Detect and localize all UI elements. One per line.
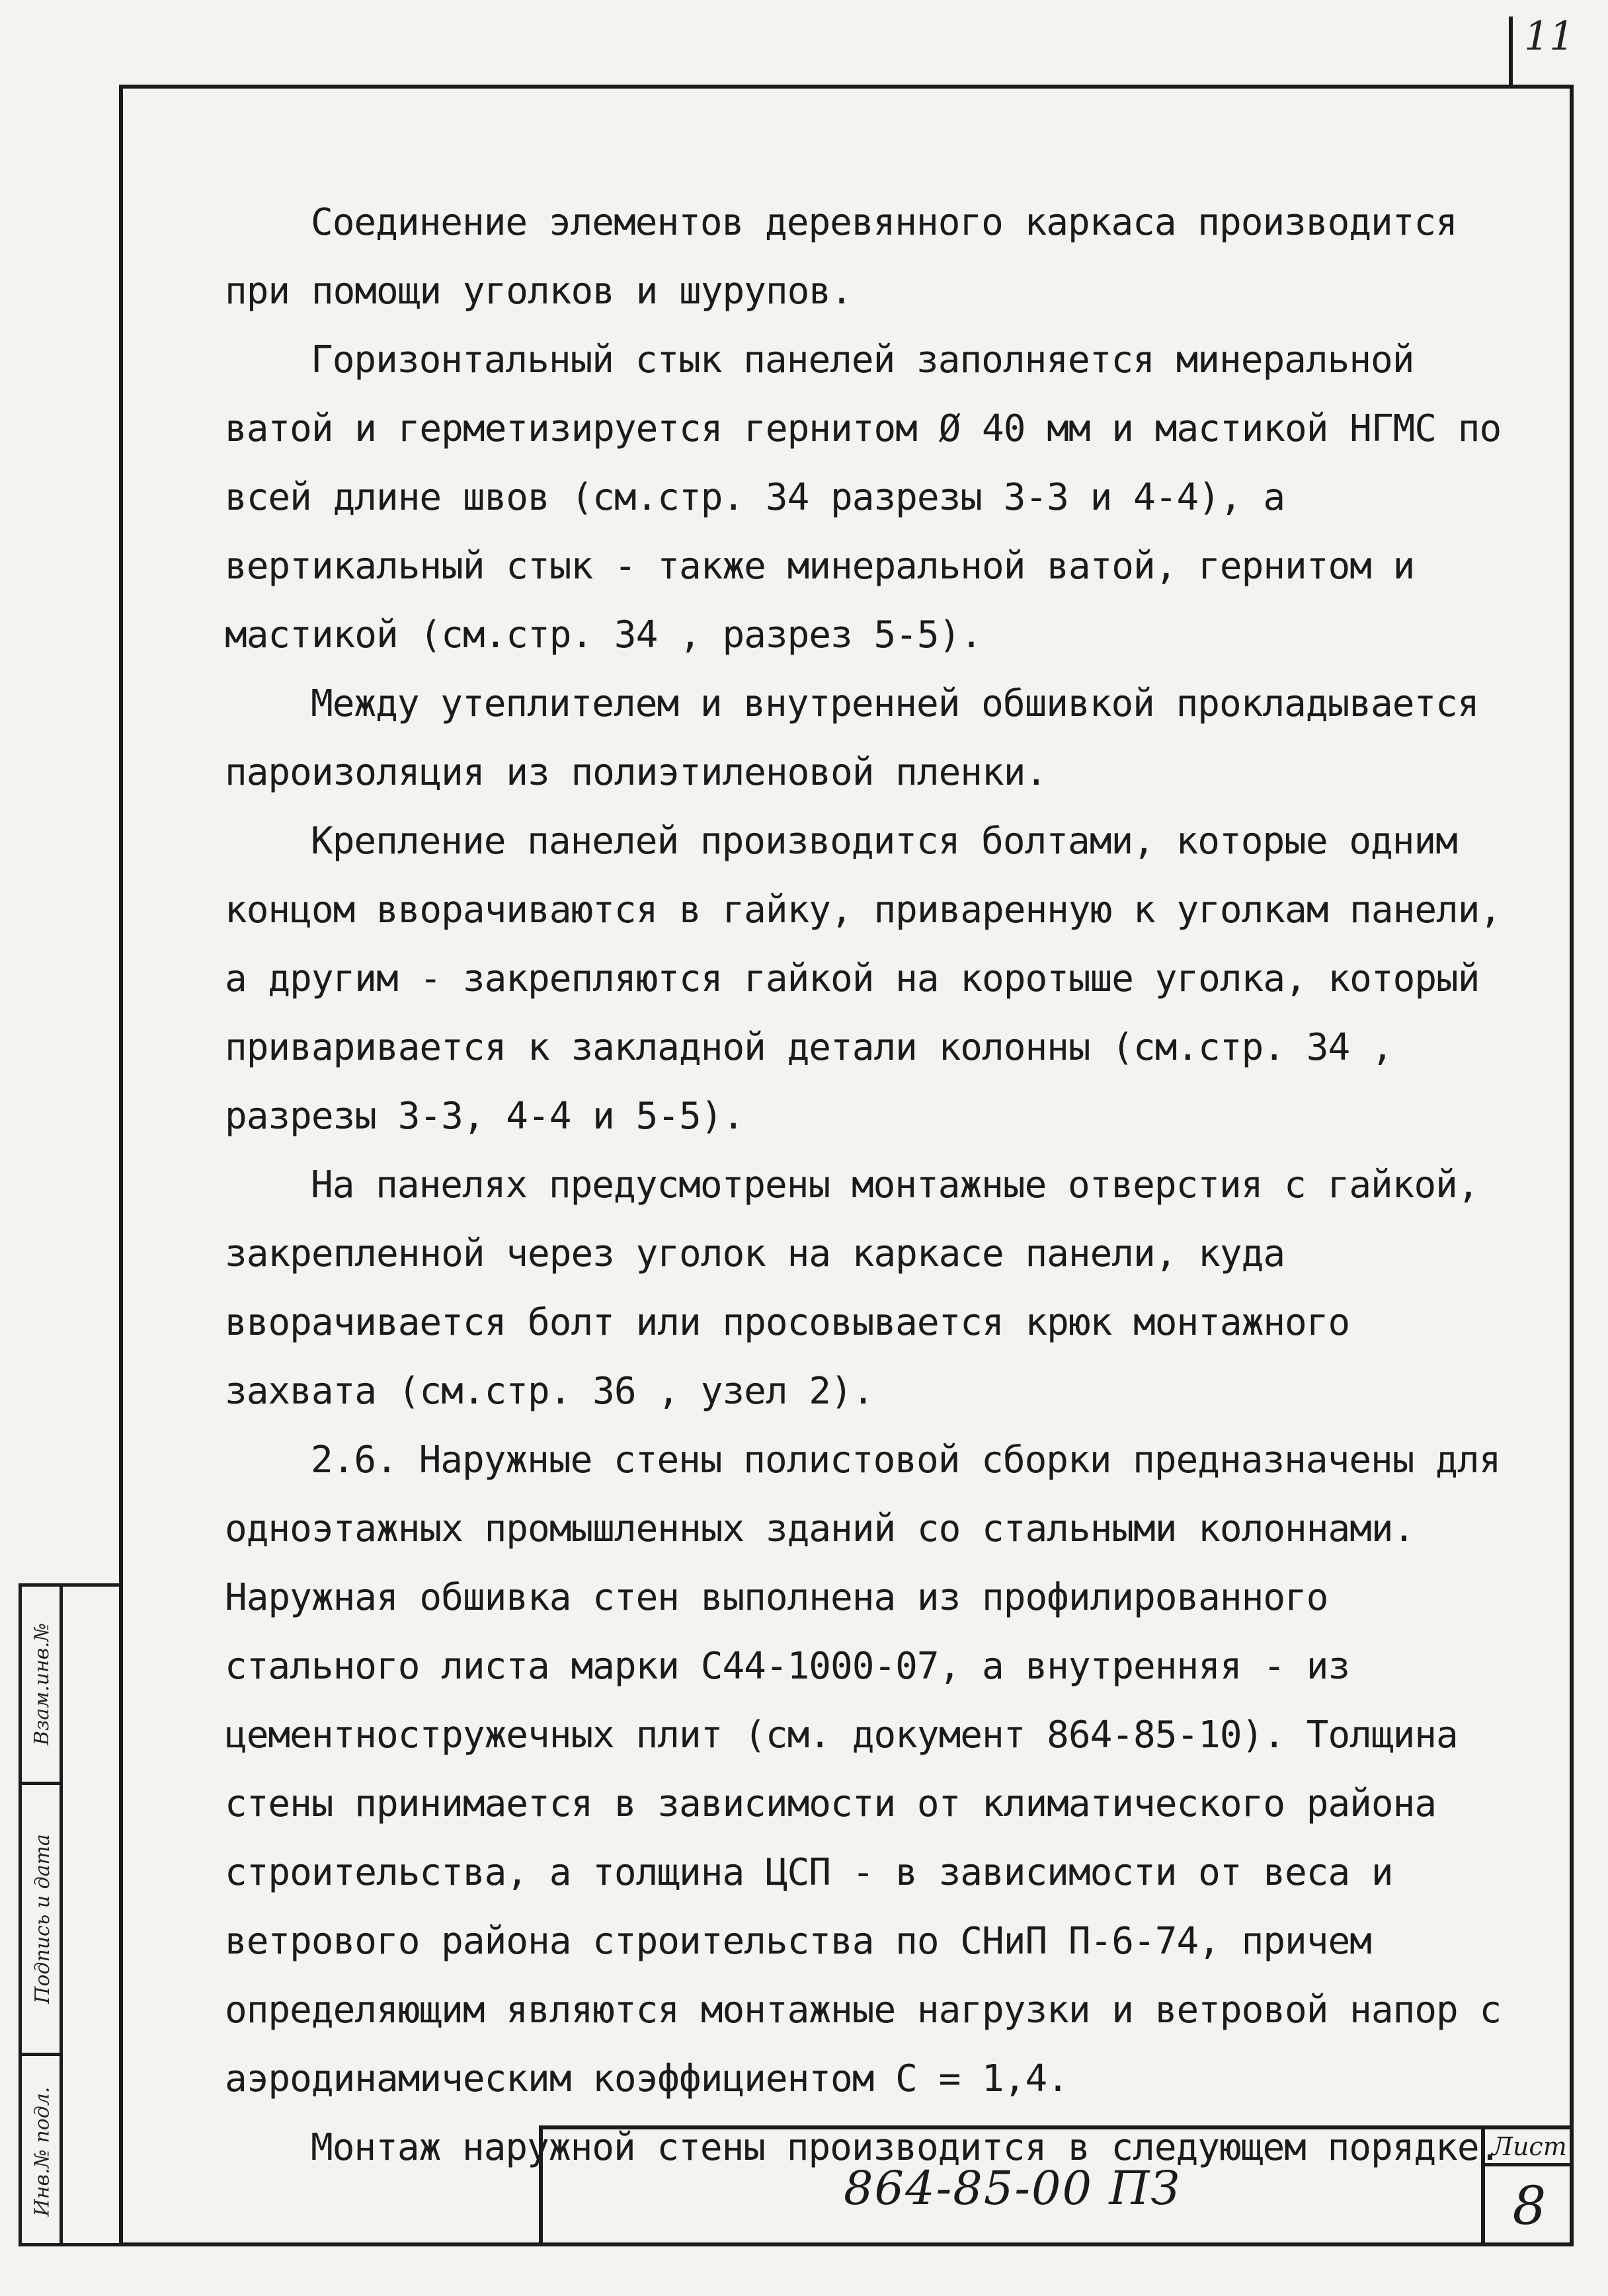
side-stamp-cell-original [22, 2056, 63, 2246]
side-stamp-label-replacement: Взам.инв.№ [30, 1622, 54, 1746]
document-code: 864-85-00 ПЗ [844, 2160, 1181, 2215]
side-stamp-label-original: Инв.№ подл. [30, 2086, 54, 2216]
paragraph-1: Соединение элементов деревянного каркаса производится при помощи уголков и шурупов. [225, 201, 1457, 313]
side-stamp-label-column [22, 1587, 63, 2243]
body-text [225, 188, 1521, 2182]
paragraph-4: Крепление панелей производится болтами, которые одним концом вворачиваются в гайку, приваренную к уголкам панели, а другим - закрепляются гайкой на коротыше уголка, который приваривается к закладной детали колонны (см.стр. 34 , разрезы 3-3, 4-4 и 5-5). [225, 820, 1502, 1138]
corner-page-number: 11 [1524, 13, 1575, 59]
paragraph-2: Горизонтальный стык панелей заполняется минеральной ватой и герметизируется гернитом Ø 40 мм и мастикой НГМС по всей длине швов (см.стр. 34 разрезы 3-3 и 4-4), а вертикальный стык - также минеральной ватой, гернитом и мастикой (см.стр. 34 , разрез 5-5). [225, 338, 1502, 656]
paragraph-7: Монтаж наружной стены производится в следующем порядке. [311, 2126, 1501, 2169]
side-stamp-cell-replacement [22, 1587, 63, 1785]
paragraph-3: Между утеплителем и внутренней обшивкой прокладывается пароизоляция из полиэтиленовой пленки. [225, 682, 1479, 794]
paragraph-6: 2.6. Наружные стены полистовой сборки предназначены для одноэтажных промышленных зданий со стальными колоннами. Наружная обшивка стен выполнена из профилированного стального листа марки С44-1000-07, а внутренняя - из цементностружечных плит (см. документ 864-85-10). Толщина стены принимается в зависимости от климатического района строительства, а толщина ЦСП - в зависимости от веса и ветрового района строительства по СНиП П-6-74, причем определяющим являются монтажные нагрузки и ветровой напор с аэродинамическим коэффициентом С = 1,4. [225, 1439, 1502, 2100]
sheet-box [1481, 2129, 1574, 2246]
side-stamp-label-signature: Подпись и дата [30, 1834, 54, 2004]
corner-tick [1509, 17, 1513, 86]
side-stamp [19, 1583, 119, 2246]
side-stamp-cell-signature [22, 1785, 63, 2056]
title-block [539, 2125, 1574, 2246]
paragraph-5: На панелях предусмотрены монтажные отверстия с гайкой, закрепленной через уголок на каркасе панели, куда вворачивается болт или просовывается крюк монтажного захвата (см.стр. 36 , узел 2). [225, 1164, 1479, 1413]
sheet-label: Лист [1485, 2129, 1574, 2166]
sheet-number: 8 [1512, 2175, 1547, 2237]
